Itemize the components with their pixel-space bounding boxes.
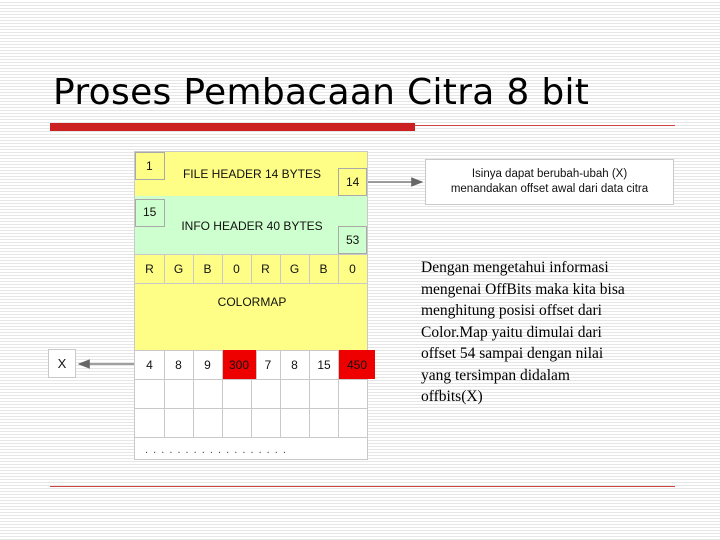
pixel-data-cell-highlighted: 450 [339, 350, 375, 379]
info-header-label: INFO HEADER 40 BYTES [181, 219, 323, 233]
continuation-dots: . . . . . . . . . . . . . . . . . . [145, 444, 287, 456]
callout-line-1: Isinya dapat berubah-ubah (X) [471, 168, 628, 180]
info-header-end: 53 [346, 233, 360, 247]
rgb-cell: G [289, 261, 300, 276]
bottom-divider-line [50, 486, 675, 487]
paragraph-line: Dengan mengetahui informasi [421, 259, 609, 276]
pixel-data-cell: 15 [317, 357, 331, 372]
colormap-label: COLORMAP [217, 295, 287, 309]
pixel-data-cell: 8 [175, 357, 182, 372]
rgb-cell: 0 [349, 261, 356, 276]
explanation-paragraph [421, 257, 671, 408]
file-header-label: FILE HEADER 14 BYTES [182, 167, 322, 181]
paragraph-line: yang tersimpan didalam [421, 366, 570, 384]
pixel-data-cell-highlighted: 300 [222, 350, 256, 379]
rgb-cell: B [203, 261, 212, 276]
paragraph-line: menghitung posisi offset dari [421, 302, 602, 319]
file-header-start: 1 [146, 159, 153, 173]
paragraph-line: offbits(X) [421, 388, 483, 405]
rgb-cell: R [145, 261, 154, 276]
rgb-cell: G [173, 261, 184, 276]
pixel-data-cell: 9 [204, 357, 211, 372]
callout-line-2: menandakan offset awal dari data citra [450, 183, 649, 195]
paragraph-line: offset 54 sampai dengan nilai [421, 345, 604, 362]
file-header-end: 14 [346, 175, 360, 189]
paragraph-line: mengenai OffBits maka kita bisa [421, 280, 625, 298]
rgb-cell: B [319, 261, 328, 276]
slide-title: Proses Pembacaan Citra 8 bit [53, 72, 590, 113]
pixel-data-cell: 8 [291, 357, 298, 372]
rgb-cell: 0 [233, 261, 240, 276]
paragraph-line: Color.Map yaitu dimulai dari [421, 323, 602, 341]
offbits-x-box: X [48, 349, 76, 378]
info-header-start: 15 [143, 205, 157, 219]
pixel-data-cell: 4 [146, 357, 153, 372]
rgb-cell: R [261, 261, 270, 276]
pixel-data-cell: 7 [264, 357, 272, 372]
